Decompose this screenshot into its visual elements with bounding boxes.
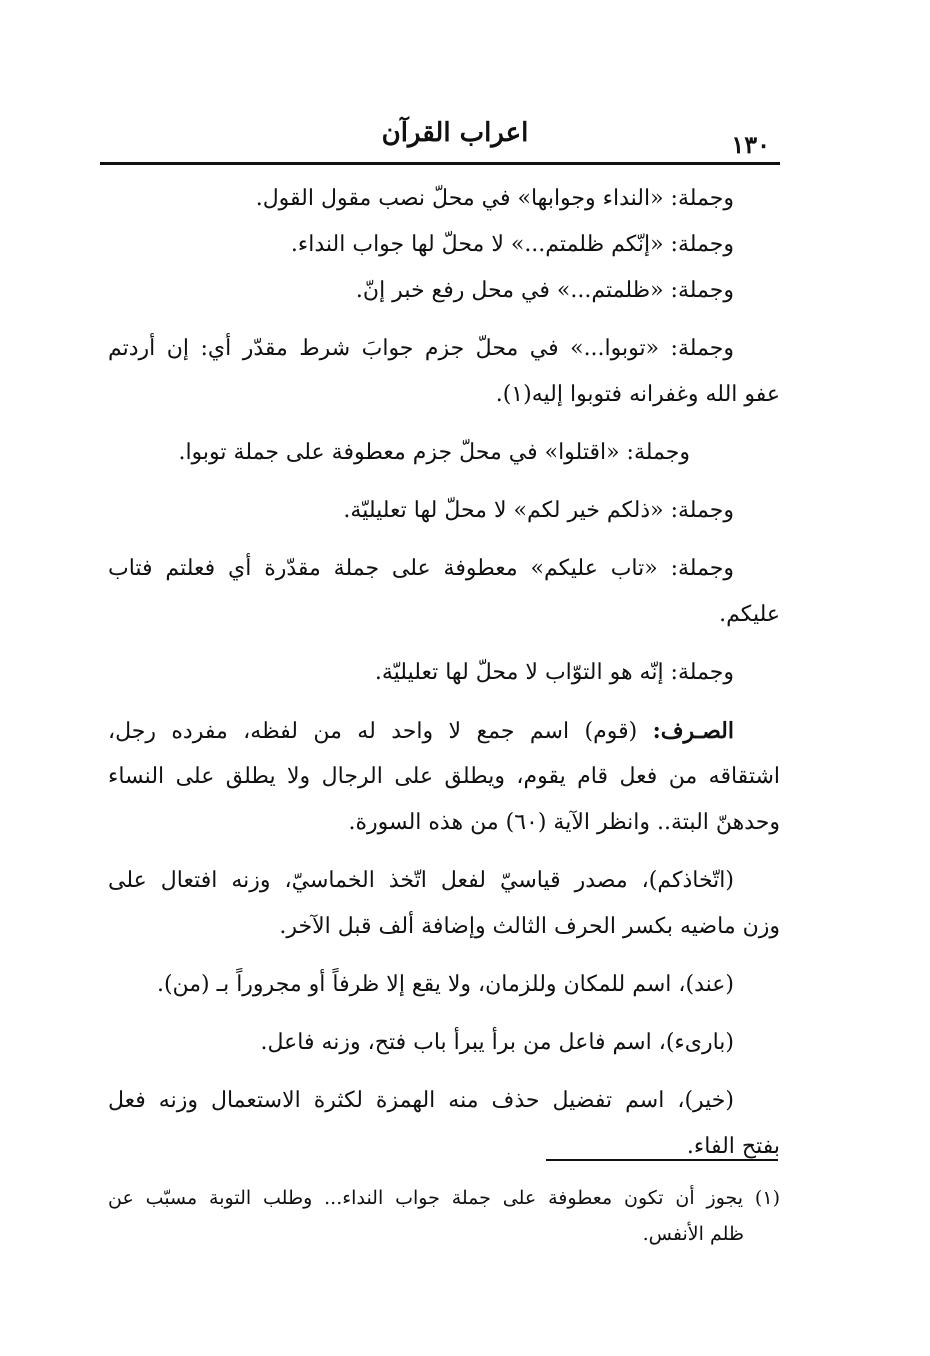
footnote [108, 1180, 780, 1252]
text-line: وجملة: «اقتلوا» في محلّ جزم معطوفة على جملة توبوا. [178, 440, 690, 465]
text-line: عفو الله وغفرانه فتوبوا إليه(١). [495, 382, 780, 407]
section-label-sarf: الصـرف: [652, 718, 734, 744]
text-line: وجملة: «تاب عليكم» معطوفة على جملة مقدّرة أي فعلتم فتاب [108, 556, 734, 581]
text-span: (قوم) اسم جمع لا واحد له من لفظه، مفرده رجل، [108, 719, 638, 744]
text-line: وجملة: «ذلكم خير لكم» لا محلّ لها تعليليّة. [343, 498, 734, 523]
text-line: وزن ماضيه بكسر الحرف الثالث وإضافة ألف قبل الآخر. [279, 914, 780, 939]
text-line: بفتح الفاء. [686, 1134, 780, 1159]
footnote-line: (١) يجوز أن تكون معطوفة على جملة جواب النداء... وطلب التوبة مسبّب عن [108, 1187, 780, 1209]
header-rule [100, 162, 780, 165]
text-line: وحدهنّ البتة.. وانظر الآية (٦٠) من هذه السورة. [348, 810, 780, 835]
text-line: وجملة: إنّه هو التوّاب لا محلّ لها تعليليّة. [374, 660, 734, 685]
text-line: وجملة: «توبوا...» في محلّ جزم جوابَ شرط مقدّر أي: إن أردتم [108, 336, 734, 361]
text-line: (خير)، اسم تفضيل حذف منه الهمزة لكثرة الاستعمال وزنه فعل [108, 1088, 734, 1113]
text-line: (بارىء)، اسم فاعل من برأ يبرأ باب فتح، وزنه فاعل. [260, 1030, 734, 1055]
text-line: وجملة: «إنّكم ظلمتم...» لا محلّ لها جواب النداء. [290, 232, 734, 257]
footnote-line: ظلم الأنفس. [642, 1223, 744, 1245]
body-text [108, 176, 780, 1170]
running-header-title: اعراب القرآن [381, 118, 529, 148]
footnote-rule [546, 1159, 778, 1161]
text-line: اشتقاقه من فعل قام يقوم، ويطلق على الرجال ولا يطلق على النساء [108, 764, 780, 789]
page-number: ١٣٠ [731, 130, 770, 159]
text-line: عليكم. [719, 602, 780, 627]
text-line: (عند)، اسم للمكان وللزمان، ولا يقع إلا ظرفاً أو مجروراً بـ (من). [156, 972, 734, 997]
text-line: وجملة: «النداء وجوابها» في محلّ نصب مقول القول. [255, 186, 734, 211]
text-line [108, 708, 780, 754]
text-line: (اتّخاذكم)، مصدر قياسيّ لفعل اتّخذ الخماسيّ، وزنه افتعال على [108, 868, 734, 893]
text-line: وجملة: «ظلمتم...» في محل رفع خبر إنّ. [355, 278, 734, 303]
